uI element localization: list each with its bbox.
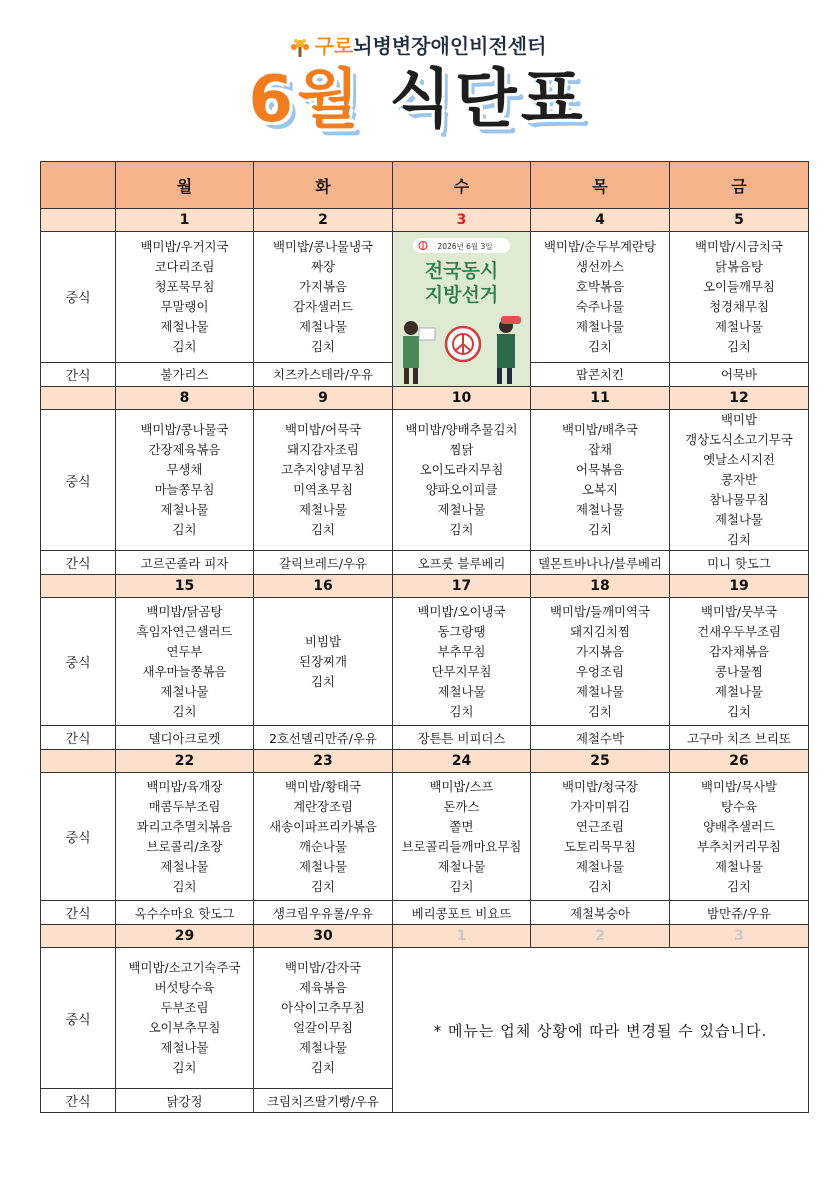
- snack-cell: 불가리스: [116, 362, 254, 386]
- menu-item: 콩나물찜: [715, 663, 763, 679]
- snack-cell: 2호선델리만쥬/우유: [254, 726, 393, 750]
- lunch-cell: [393, 410, 531, 551]
- menu-item: 백미밥/닭곰탕: [146, 603, 223, 619]
- snack-cell: 제철수박: [531, 726, 670, 750]
- menu-item: 코다리조림: [154, 258, 215, 274]
- lunch-cell: [670, 773, 809, 901]
- lunch-cell: [116, 410, 254, 551]
- menu-item: 백미밥/양배추물김치: [405, 422, 518, 437]
- menu-item: 새우마늘쫑볶음: [142, 663, 227, 679]
- menu-item: 김치: [172, 522, 197, 537]
- lunch-cell: [531, 232, 670, 363]
- snack-cell: 팝콘치킨: [531, 362, 670, 386]
- menu-item: 김치: [588, 338, 612, 354]
- election-title-line2: 지방선거: [424, 284, 499, 306]
- menu-item: 백미밥/육개장: [146, 778, 223, 794]
- snack-cell: 델디아크로켓: [116, 726, 254, 750]
- snack-cell: 장튼튼 비피더스: [393, 726, 531, 750]
- menu-item: 제철나물: [437, 502, 486, 517]
- tree-logo-icon: [289, 37, 311, 59]
- lunch-label: 중식: [41, 232, 116, 363]
- snack-cell: 크림치즈딸기빵/우유: [254, 1089, 393, 1113]
- snack-cell: 치즈카스테라/우유: [254, 362, 393, 386]
- menu-item: 가지볶음: [576, 643, 624, 659]
- snack-cell: 밤만쥬/우유: [670, 901, 809, 925]
- menu-item: 매콤두부조림: [148, 798, 221, 814]
- org-name-suffix: 뇌병변장애인비전센터: [353, 34, 547, 58]
- menu-item: 양배추샐러드: [703, 818, 775, 834]
- menu-item: 백미밥/스프: [429, 778, 494, 794]
- menu-item: 백미밥/시금치국: [695, 238, 783, 254]
- menu-item: 부추치커리무침: [697, 838, 781, 854]
- menu-item: 간장제육볶음: [148, 442, 221, 457]
- menu-item: 건새우두부조림: [697, 623, 781, 639]
- snack-label: 간식: [41, 362, 116, 386]
- menu-item: 김치: [311, 878, 335, 894]
- snack-cell: 고르곤졸라 피자: [116, 551, 254, 575]
- menu-item: 양파오이피클: [425, 482, 498, 497]
- menu-item: 버섯탕수육: [154, 980, 215, 995]
- menu-item: 김치: [588, 703, 612, 719]
- menu-item: 새송이파프리카볶음: [269, 818, 377, 834]
- snack-row: [41, 901, 809, 925]
- menu-item: 제철나물: [160, 502, 209, 517]
- date-cell-next-month: 3: [670, 925, 809, 948]
- menu-item: 숙주나물: [576, 298, 624, 314]
- date-label-empty: [41, 387, 116, 410]
- menu-item: 짜장: [311, 258, 335, 274]
- menu-item: 브로콜리들깨마요무침: [401, 838, 522, 854]
- menu-item: 탕수육: [721, 798, 757, 814]
- menu-item: 김치: [727, 703, 751, 719]
- menu-item: 청포묵무침: [154, 278, 215, 294]
- date-cell: 15: [116, 575, 254, 598]
- menu-item: 백미밥/순두부계란탕: [544, 238, 656, 254]
- menu-item: 제철나물: [715, 512, 763, 527]
- menu-item: 어묵볶음: [576, 462, 624, 477]
- menu-item: 김치: [588, 878, 612, 894]
- menu-item: 백미밥/배추국: [562, 422, 638, 437]
- date-cell: 10: [393, 387, 531, 410]
- menu-item: 백미밥/어묵국: [285, 422, 361, 437]
- day-mon: 월: [116, 162, 254, 209]
- menu-item: 마늘쫑무침: [154, 482, 215, 497]
- menu-item: 김치: [311, 1060, 335, 1075]
- lunch-cell: [254, 598, 393, 726]
- menu-item: 연근조림: [576, 818, 624, 834]
- snack-cell: 제철복숭아: [531, 901, 670, 925]
- date-cell: 9: [254, 387, 393, 410]
- lunch-cell: [531, 410, 670, 551]
- date-cell: 30: [254, 925, 393, 948]
- lunch-cell: [254, 232, 393, 363]
- date-row: [41, 209, 809, 232]
- date-cell-holiday: 3: [393, 209, 531, 232]
- menu-item: 제철나물: [160, 858, 209, 874]
- title-month: 6월: [248, 63, 363, 137]
- snack-cell: 오프룻 블루베리: [393, 551, 531, 575]
- lunch-row: [41, 948, 809, 1089]
- date-cell: 29: [116, 925, 254, 948]
- menu-item: 제철나물: [160, 1040, 209, 1055]
- menu-item: 돈까스: [443, 798, 480, 814]
- menu-item: 제철나물: [299, 1040, 347, 1055]
- menu-item: 갱상도식소고기무국: [685, 432, 793, 447]
- election-poster-illustration: [393, 232, 530, 386]
- menu-item: 김치: [727, 532, 751, 547]
- date-row: [41, 575, 809, 598]
- menu-item: 흑임자연근샐러드: [136, 623, 233, 639]
- menu-item: 오이부추무침: [148, 1020, 221, 1035]
- menu-item: 제철나물: [299, 318, 347, 334]
- menu-item: 찜닭: [449, 442, 474, 457]
- lunch-cell: [116, 948, 254, 1089]
- menu-item: 제철나물: [299, 502, 347, 517]
- menu-item: 쫄면: [449, 818, 474, 834]
- menu-item: 잡채: [588, 442, 612, 457]
- menu-item: 옛날소시지전: [703, 452, 775, 467]
- menu-item: 오복지: [582, 482, 618, 497]
- menu-item: 김치: [172, 1060, 197, 1075]
- menu-item: 브로콜리/초장: [146, 838, 223, 854]
- menu-item: 연두부: [166, 643, 203, 659]
- menu-item: 제철나물: [715, 858, 763, 874]
- snack-cell: 미니 핫도그: [670, 551, 809, 575]
- snack-row: [41, 726, 809, 750]
- menu-item: 가지볶음: [299, 278, 347, 294]
- org-name: [0, 30, 835, 59]
- weekday-header-row: [41, 162, 809, 209]
- lunch-row: [41, 598, 809, 726]
- lunch-cell: [531, 598, 670, 726]
- lunch-label: 중식: [41, 598, 116, 726]
- menu-item: 김치: [311, 673, 335, 689]
- menu-item: 생선까스: [576, 258, 624, 274]
- date-label-empty: [41, 575, 116, 598]
- lunch-cell: [670, 232, 809, 363]
- menu-item: 호박볶음: [576, 278, 624, 294]
- corner-cell: [41, 162, 116, 209]
- date-cell-next-month: 2: [531, 925, 670, 948]
- lunch-cell: [254, 773, 393, 901]
- menu-item: 백미밥: [721, 412, 757, 427]
- election-date: 2026년 6월 3일: [437, 242, 493, 251]
- date-cell: 12: [670, 387, 809, 410]
- lunch-label: 중식: [41, 948, 116, 1089]
- menu-item: 제철나물: [299, 858, 347, 874]
- menu-item: 백미밥/황태국: [285, 778, 361, 794]
- menu-table: [40, 161, 809, 1113]
- menu-item: 참나물무침: [709, 492, 769, 507]
- menu-item: 제철나물: [576, 502, 624, 517]
- date-cell: 17: [393, 575, 531, 598]
- date-label-empty: [41, 209, 116, 232]
- lunch-cell: [254, 948, 393, 1089]
- menu-item: 두부조림: [160, 1000, 209, 1015]
- date-cell: 26: [670, 750, 809, 773]
- menu-item: 김치: [311, 522, 335, 537]
- menu-item: 감자채볶음: [709, 643, 769, 659]
- date-cell: 5: [670, 209, 809, 232]
- date-cell: 11: [531, 387, 670, 410]
- menu-item: 콩자반: [721, 472, 757, 487]
- menu-item: 제철나물: [576, 683, 624, 699]
- menu-item: 무생채: [166, 462, 203, 477]
- menu-item: 김치: [172, 703, 197, 719]
- menu-item: 가자미튀김: [570, 798, 630, 814]
- menu-item: 제철나물: [437, 858, 486, 874]
- snack-cell: 갈릭브레드/우유: [254, 551, 393, 575]
- menu-item: 꽈리고추멸치볶음: [136, 818, 233, 834]
- snack-label: 간식: [41, 551, 116, 575]
- date-label-empty: [41, 925, 116, 948]
- page-header: [0, 0, 835, 160]
- menu-item: 제철나물: [160, 683, 209, 699]
- menu-item: 제철나물: [437, 683, 486, 699]
- menu-item: 제철나물: [576, 318, 624, 334]
- menu-item: 오이들깨무침: [703, 278, 775, 294]
- menu-item: 김치: [172, 338, 197, 354]
- menu-item: 제육볶음: [299, 980, 347, 995]
- menu-item: 백미밥/감자국: [285, 960, 361, 975]
- date-row: [41, 387, 809, 410]
- snack-cell: 베리콩포트 비요뜨: [393, 901, 531, 925]
- day-tue: 화: [254, 162, 393, 209]
- snack-cell: 생크림우유롤/우유: [254, 901, 393, 925]
- lunch-cell: [116, 598, 254, 726]
- menu-item: 청경채무침: [709, 298, 769, 314]
- menu-item: 계란장조림: [293, 798, 353, 814]
- menu-item: 돼지감자조림: [287, 442, 359, 457]
- menu-item: 제철나물: [715, 318, 763, 334]
- date-cell: 4: [531, 209, 670, 232]
- day-fri: 금: [670, 162, 809, 209]
- menu-item: 백미밥/오이냉국: [417, 603, 506, 619]
- menu-item: 고추지양념무침: [281, 462, 365, 477]
- menu-item: 백미밥/뭇부국: [701, 603, 777, 619]
- election-poster-cell: [393, 232, 531, 387]
- menu-item: 된장찌개: [299, 653, 347, 669]
- snack-label: 간식: [41, 726, 116, 750]
- menu-item: 백미밥/묵사발: [701, 778, 777, 794]
- date-row: [41, 750, 809, 773]
- menu-item: 백미밥/들깨미역국: [550, 603, 650, 619]
- snack-row: [41, 551, 809, 575]
- menu-item: 미역초무침: [293, 482, 353, 497]
- lunch-cell: [254, 410, 393, 551]
- lunch-label: 중식: [41, 410, 116, 551]
- lunch-cell: [116, 773, 254, 901]
- election-title-line1: 전국동시: [424, 260, 499, 282]
- menu-item: 동그랑땡: [437, 623, 486, 639]
- menu-item: 오이도라지무침: [419, 462, 504, 477]
- menu-item: 우엉조림: [576, 663, 624, 679]
- lunch-cell: [670, 598, 809, 726]
- date-cell: 19: [670, 575, 809, 598]
- lunch-cell: [393, 773, 531, 901]
- menu-item: 얼갈이무침: [293, 1020, 353, 1035]
- lunch-label: 중식: [41, 773, 116, 901]
- date-cell: 2: [254, 209, 393, 232]
- snack-label: 간식: [41, 901, 116, 925]
- lunch-row: [41, 773, 809, 901]
- date-cell-next-month: 1: [393, 925, 531, 948]
- menu-item: 무말랭이: [160, 298, 209, 314]
- menu-item: 제철나물: [160, 318, 209, 334]
- date-cell: 25: [531, 750, 670, 773]
- menu-item: 백미밥/콩나물국: [140, 422, 229, 437]
- menu-item: 김치: [588, 522, 612, 537]
- org-name-prefix: 구로: [314, 34, 354, 58]
- menu-item: 김치: [172, 878, 197, 894]
- menu-item: 닭볶음탕: [715, 258, 763, 274]
- menu-item: 단무지무침: [431, 663, 492, 679]
- lunch-cell: [393, 598, 531, 726]
- date-row: [41, 925, 809, 948]
- snack-cell: 델몬트바나나/블루베리: [531, 551, 670, 575]
- date-cell: 18: [531, 575, 670, 598]
- menu-item: 김치: [449, 703, 474, 719]
- menu-item: 감자샐러드: [293, 298, 353, 314]
- snack-cell: 어묵바: [670, 362, 809, 386]
- lunch-cell: [116, 232, 254, 363]
- page-title: [0, 58, 835, 142]
- menu-item: 백미밥/콩나물냉국: [273, 238, 373, 254]
- date-cell: 1: [116, 209, 254, 232]
- menu-item: 백미밥/우거지국: [140, 238, 229, 254]
- date-cell: 22: [116, 750, 254, 773]
- date-cell: 23: [254, 750, 393, 773]
- menu-item: 도토리묵무침: [564, 838, 636, 854]
- lunch-cell: [670, 410, 809, 551]
- menu-item: 부추무침: [437, 643, 486, 659]
- day-wed: 수: [393, 162, 531, 209]
- date-cell: 8: [116, 387, 254, 410]
- date-label-empty: [41, 750, 116, 773]
- day-thu: 목: [531, 162, 670, 209]
- menu-item: 백미밥/청국장: [562, 778, 638, 794]
- menu-item: 제철나물: [715, 683, 763, 699]
- date-cell: 16: [254, 575, 393, 598]
- menu-item: 제철나물: [576, 858, 624, 874]
- menu-item: 깨순나물: [299, 838, 347, 854]
- snack-cell: 닭강정: [116, 1089, 254, 1113]
- date-cell: 24: [393, 750, 531, 773]
- snack-cell: 고구마 치즈 브리또: [670, 726, 809, 750]
- menu-item: 김치: [727, 878, 751, 894]
- menu-change-notice: * 메뉴는 업체 상황에 따라 변경될 수 있습니다.: [393, 948, 809, 1113]
- snack-label: 간식: [41, 1089, 116, 1113]
- title-word: 식단표: [389, 63, 587, 137]
- menu-item: 백미밥/소고기숙주국: [128, 960, 241, 975]
- menu-item: 아삭이고추무침: [281, 1000, 365, 1015]
- menu-item: 김치: [449, 522, 474, 537]
- lunch-cell: [531, 773, 670, 901]
- menu-item: 김치: [449, 878, 474, 894]
- menu-item: 비빔밥: [305, 633, 341, 649]
- lunch-row: [41, 410, 809, 551]
- snack-cell: 옥수수마요 핫도그: [116, 901, 254, 925]
- lunch-row: [41, 232, 809, 363]
- menu-item: 김치: [311, 338, 335, 354]
- menu-item: 돼지김치찜: [570, 623, 630, 639]
- menu-item: 김치: [727, 338, 751, 354]
